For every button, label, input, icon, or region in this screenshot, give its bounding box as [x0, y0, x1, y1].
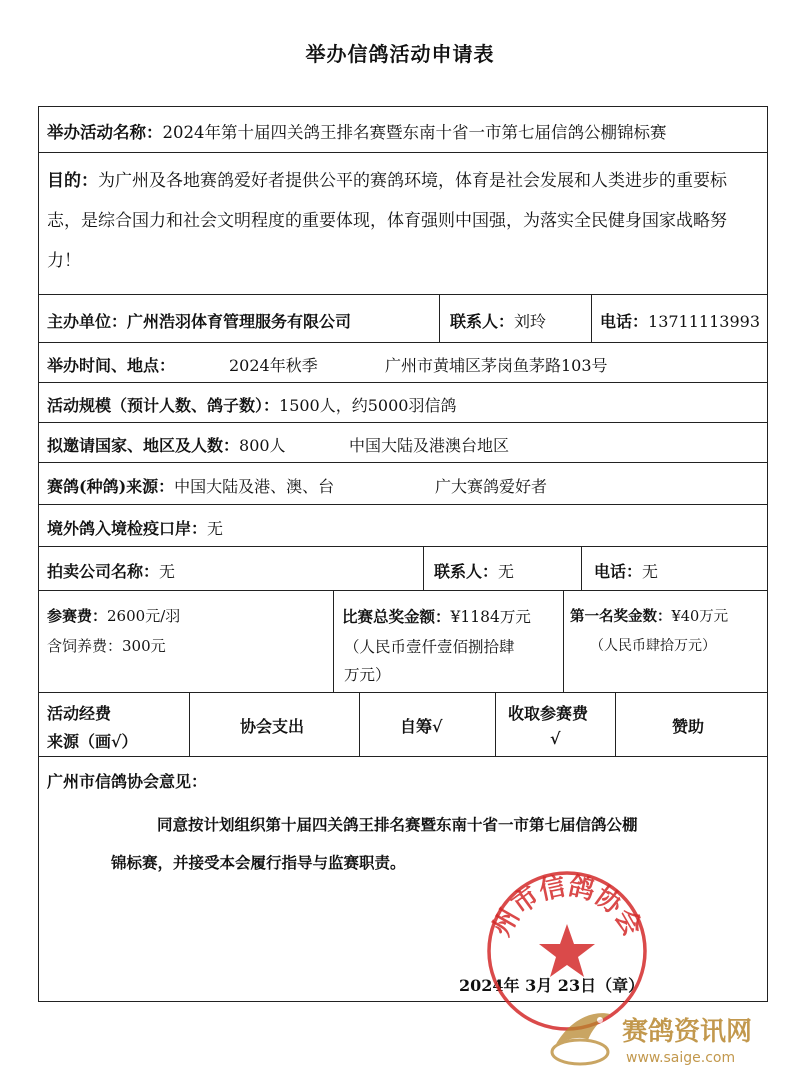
organizer-phone-cell [591, 295, 769, 342]
auction-phone-cell [581, 547, 769, 590]
event-name-label: 举办活动名称： [47, 123, 163, 142]
purpose-label: 目的： [47, 171, 98, 191]
auction-phone-label: 电话： [594, 562, 643, 581]
funding-option-association [189, 693, 359, 756]
auction-label: 拍卖公司名称： [47, 562, 160, 581]
organizer-contact-label: 联系人： [450, 312, 515, 331]
quarantine-row [39, 505, 767, 547]
organizer-value: 广州浩羽体育管理服务有限公司 [127, 312, 352, 331]
site-watermark [548, 1000, 798, 1076]
opinion-date: 2024年 3月 23日（章） [459, 976, 645, 995]
opinion-line-2: 锦标赛，并接受本会履行指导与监赛职责。 [111, 853, 406, 872]
scale-row [39, 383, 767, 423]
auction-contact: 无 [498, 562, 515, 581]
organizer-contact-cell [439, 295, 591, 342]
source-people: 广大赛鸽爱好者 [435, 477, 548, 496]
funding-label-1: 活动经费 [47, 704, 112, 723]
auction-value: 无 [159, 562, 176, 581]
quarantine-value: 无 [207, 519, 224, 538]
organizer-phone: 13711113993 [648, 312, 760, 331]
opinion-label: 广州市信鸽协会意见： [47, 772, 208, 791]
opinion-line-1: 同意按计划组织第十届四关鸽王排名赛暨东南十省一市第七届信鸽公棚 [157, 815, 638, 834]
auction-contact-label: 联系人： [434, 562, 499, 581]
funding-opt3: 收取参赛费 [508, 704, 589, 723]
total-prize-words-1: （人民币壹仟壹佰捌拾肆 [344, 638, 515, 656]
seal-text: 州市信鸽协会 [486, 871, 648, 942]
source-label: 赛鸽(种鸽)来源： [47, 477, 175, 496]
first-prize: ¥40万元 [671, 609, 729, 625]
funding-opt4: 赞助 [672, 717, 705, 736]
organizer-contact: 刘玲 [514, 312, 547, 331]
time-place-label: 举办时间、地点： [47, 356, 176, 375]
star-icon [539, 924, 595, 977]
invite-count: 800人 [239, 436, 286, 455]
event-name-value: 2024年第十届四关鸽王排名赛暨东南十省一市第七届信鸽公棚锦标赛 [162, 123, 667, 142]
auction-contact-cell [423, 547, 581, 590]
purpose-row [39, 153, 767, 295]
entry-fee: 2600元/羽 [107, 607, 181, 625]
invite-row [39, 423, 767, 463]
organizer-row [39, 295, 767, 343]
total-prize: ¥1184万元 [450, 608, 531, 626]
event-name-row [39, 107, 767, 153]
funding-label-2: 来源（画√） [47, 732, 138, 751]
total-prize-label: 比赛总奖金额： [342, 607, 451, 626]
pigeon-logo-icon [552, 1013, 610, 1064]
auction-row [39, 547, 767, 591]
funding-option-sponsor [615, 693, 769, 756]
organizer-label: 主办单位： [47, 312, 128, 331]
fees-row [39, 591, 767, 693]
auction-phone: 无 [642, 562, 659, 581]
funding-option-self [359, 693, 495, 756]
source-row [39, 463, 767, 505]
funding-opt2: 自筹√ [400, 717, 443, 736]
purpose-value: 为广州及各地赛鸽爱好者提供公平的赛鸽环境，体育是社会发展和人类进步的重要标志，是综合国力和社会文明程度的重要体现，体育强则中国强，为落实全民健身国家战略努力！ [47, 171, 727, 271]
first-prize-cell [563, 591, 769, 692]
event-place: 广州市黄埔区茅岗鱼茅路103号 [385, 356, 608, 375]
total-prize-words-2: 万元） [344, 666, 391, 684]
funding-opt3-mark: √ [550, 729, 561, 748]
feed-fee: 300元 [122, 637, 166, 655]
first-prize-label: 第一名奖金数： [570, 608, 672, 625]
quarantine-label: 境外鸽入境检疫口岸： [47, 519, 208, 538]
application-form [38, 106, 768, 1002]
scale-value: 1500人，约5000羽信鸽 [279, 396, 457, 415]
source-region: 中国大陆及港、澳、台 [174, 477, 335, 496]
first-prize-words: （人民币肆拾万元） [590, 638, 716, 654]
funding-option-entry-fee [495, 693, 615, 756]
opinion-section [39, 757, 767, 1003]
scale-label: 活动规模（预计人数、鸽子数）： [47, 396, 280, 415]
invite-region: 中国大陆及港澳台地区 [349, 436, 510, 455]
form-title: 举办信鸽活动申请表 [305, 42, 495, 66]
event-time: 2024年秋季 [229, 356, 318, 375]
funding-opt1: 协会支出 [240, 717, 305, 736]
funding-row [39, 693, 767, 757]
watermark-name: 赛鸽资讯网 [622, 1017, 753, 1047]
invite-label: 拟邀请国家、地区及人数： [47, 436, 240, 455]
total-prize-cell [333, 591, 563, 692]
watermark-url: www.saige.com [626, 1050, 736, 1066]
entry-fee-label: 参赛费： [47, 607, 108, 625]
organizer-phone-label: 电话： [600, 312, 649, 331]
feed-fee-label: 含饲养费： [47, 637, 123, 655]
time-place-row [39, 343, 767, 383]
